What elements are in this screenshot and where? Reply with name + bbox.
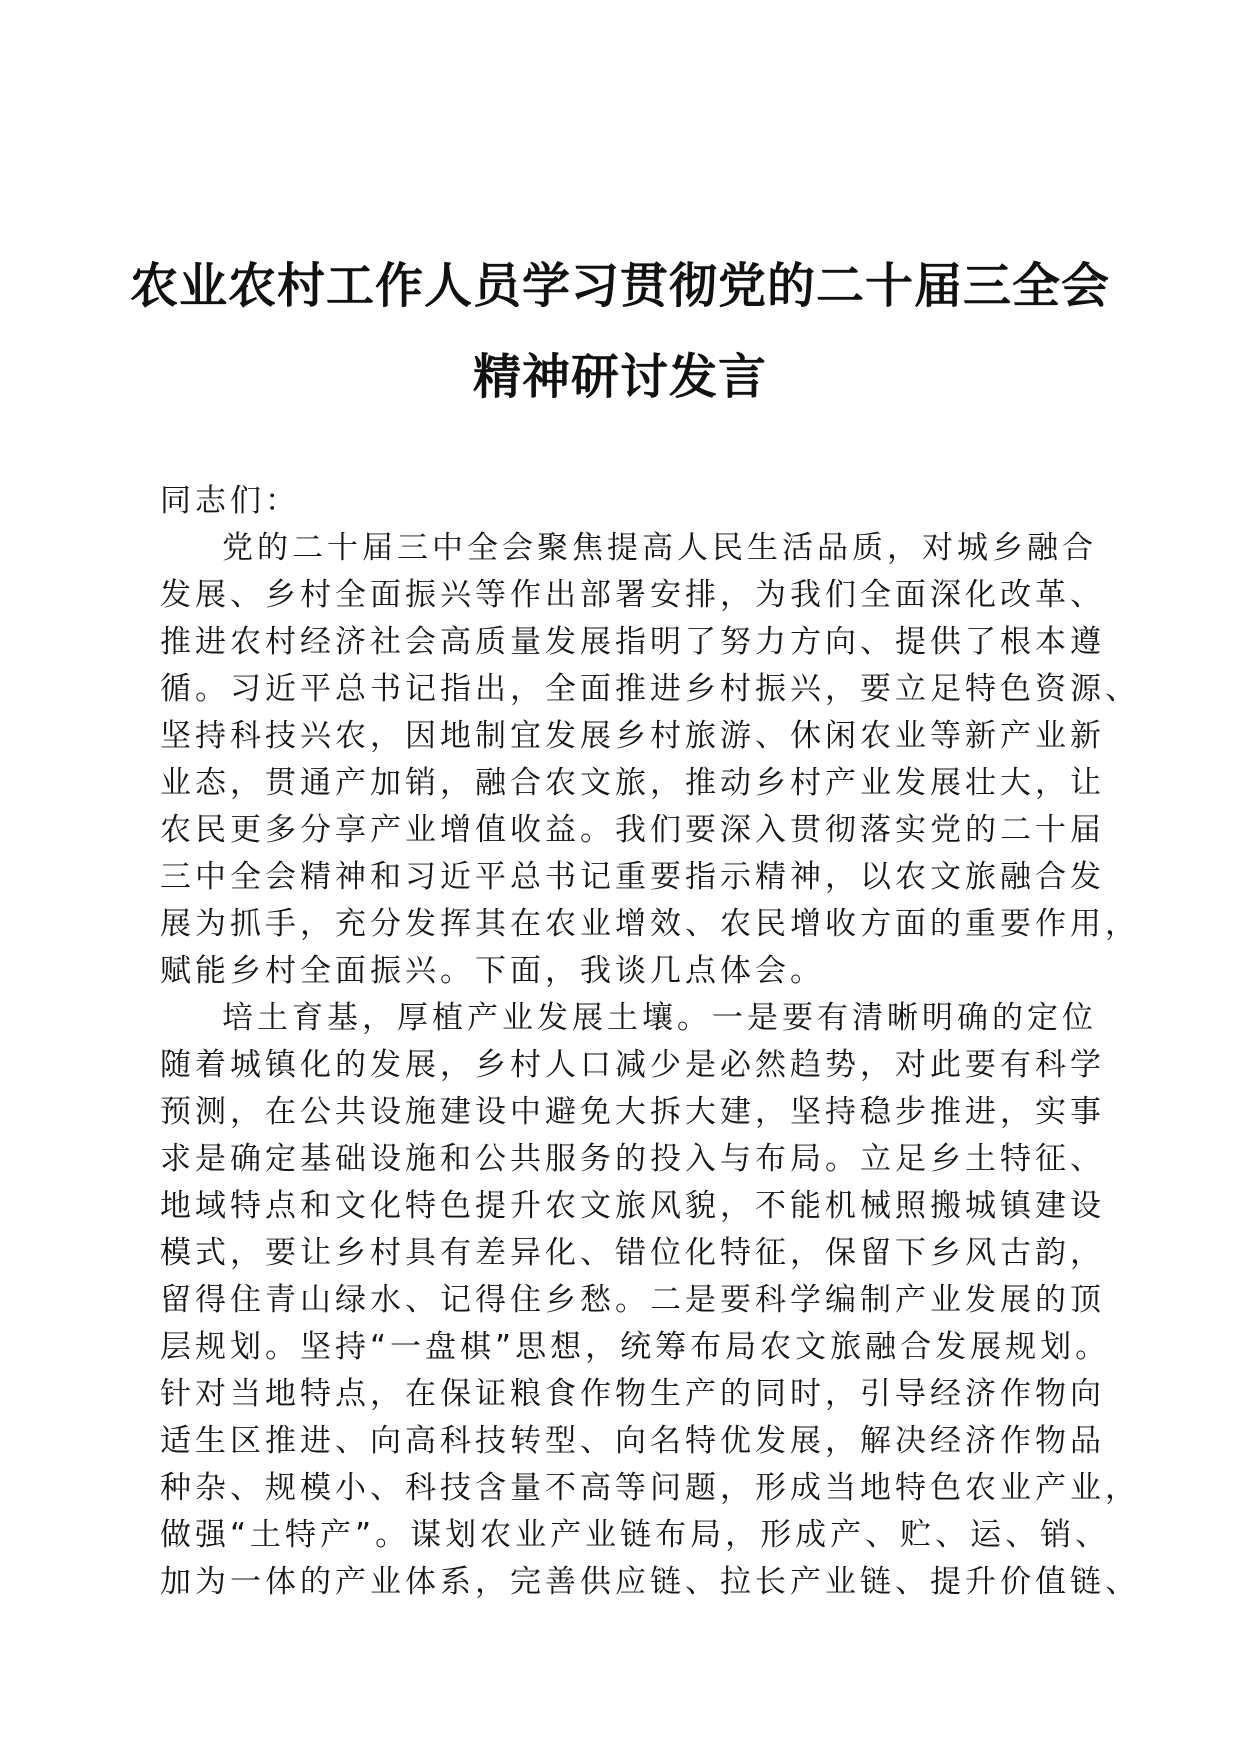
paragraph-line: 求是确定基础设施和公共服务的投入与布局。立足乡土特征、 [160, 1141, 1105, 1177]
paragraph-line: 适生区推进、向高科技转型、向名特优发展，解决经济作物品 [160, 1423, 1105, 1459]
paragraph-line: 地域特点和文化特色提升农文旅风貌，不能机械照搬城镇建设 [160, 1188, 1105, 1224]
paragraph-line: 展为抓手，充分发挥其在农业增效、农民增收方面的重要作用， [160, 906, 1140, 942]
paragraph-line: 培土育基，厚植产业发展土壤。一是要有清晰明确的定位 [222, 1000, 1097, 1036]
paragraph-2 [160, 995, 1140, 1606]
document-body [160, 478, 1140, 1606]
paragraph-1 [160, 525, 1140, 995]
paragraph-line: 坚持科技兴农，因地制宜发展乡村旅游、休闲农业等新产业新 [160, 718, 1105, 754]
paragraph-line: 预测，在公共设施建设中避免大拆大建，坚持稳步推进，实事 [160, 1094, 1105, 1130]
paragraph-line: 随着城镇化的发展，乡村人口减少是必然趋势，对此要有科学 [160, 1047, 1105, 1083]
paragraph-line: 留得住青山绿水、记得住乡愁。二是要科学编制产业发展的顶 [160, 1282, 1105, 1318]
paragraph-line: 农民更多分享产业增值收益。我们要深入贯彻落实党的二十届 [160, 812, 1105, 848]
document-title-line-2: 精神研讨发言 [472, 349, 767, 405]
paragraph-line: 三中全会精神和习近平总书记重要指示精神，以农文旅融合发 [160, 859, 1105, 895]
paragraph-line: 模式，要让乡村具有差异化、错位化特征，保留下乡风古韵， [160, 1235, 1105, 1271]
paragraph-line: 循。习近平总书记指出，全面推进乡村振兴，要立足特色资源、 [160, 671, 1140, 707]
paragraph-line: 种杂、规模小、科技含量不高等问题，形成当地特色农业产业， [160, 1470, 1140, 1506]
paragraph-line: 赋能乡村全面振兴。下面，我谈几点体会。 [160, 953, 825, 989]
paragraph-line: 做强“土特产”。谋划农业产业链布局，形成产、贮、运、销、 [160, 1517, 1111, 1553]
paragraph-line: 推进农村经济社会高质量发展指明了努力方向、提供了根本遵 [160, 624, 1105, 660]
salutation: 同志们： [160, 483, 300, 519]
paragraph-line: 发展、乡村全面振兴等作出部署安排，为我们全面深化改革、 [160, 577, 1105, 613]
paragraph-line: 业态，贯通产加销，融合农文旅，推动乡村产业发展壮大，让 [160, 765, 1105, 801]
paragraph-line: 加为一体的产业体系，完善供应链、拉长产业链、提升价值链、 [160, 1564, 1140, 1600]
paragraph-line: 党的二十届三中全会聚焦提高人民生活品质，对城乡融合 [222, 530, 1097, 566]
document-title-line-1: 农业农村工作人员学习贯彻党的二十届三全会 [129, 258, 1110, 314]
paragraph-line: 针对当地特点，在保证粮食作物生产的同时，引导经济作物向 [160, 1376, 1105, 1412]
paragraph-line: 层规划。坚持“一盘棋”思想，统筹布局农文旅融合发展规划。 [160, 1329, 1111, 1365]
